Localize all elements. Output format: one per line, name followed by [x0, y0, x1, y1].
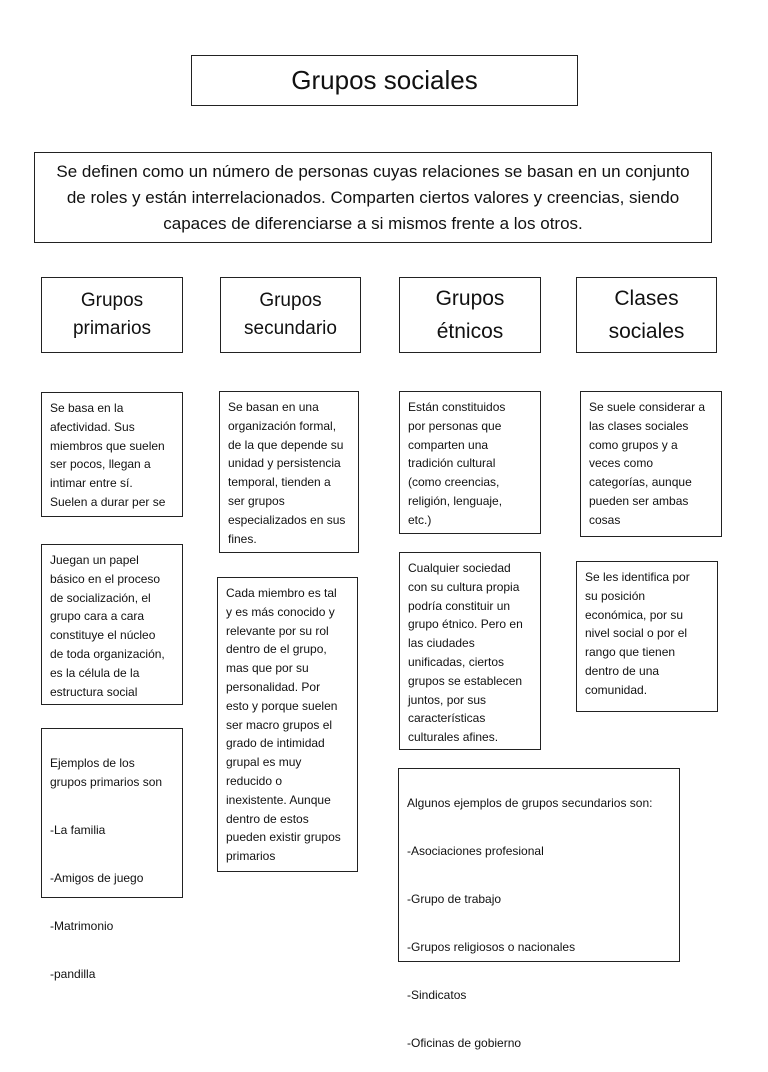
note-etnicos-1: Están constituidos por personas que comparten una tradición cultural (como creencias, religión, lenguaje, etc.)	[399, 391, 541, 534]
note-primarios-2: Juegan un papel básico en el proceso de socialización, el grupo cara a cara constituye el núcleo de toda organización, es la célula de la estructura social	[41, 544, 183, 705]
examples-intro: Ejemplos de los grupos primarios son	[50, 755, 163, 789]
list-item: -Grupo de trabajo	[407, 891, 502, 906]
definition-box	[34, 152, 712, 243]
heading-text: Grupos primarios	[72, 290, 152, 339]
definition-text: Se definen como un número de personas cuyas relaciones se basan en un conjunto de roles y están interrelacionados. Comparten ciertos valores y creencias, siendo capaces de diferenciarse a si mismos frente a los otros.	[56, 161, 690, 233]
list-item: -Amigos de juego	[50, 870, 144, 885]
list-item: -pandilla	[50, 966, 96, 981]
note-secundario-2: Cada miembro es tal y es más conocido y relevante por su rol dentro de el grupo, mas que por su personalidad. Por esto y porque suelen ser macro grupos el grado de intimidad grupal es muy reducido o inexistente. Aunque dentro de estos pueden existir grupos primarios	[217, 577, 358, 872]
title-text: Grupos sociales	[291, 65, 478, 95]
note-secundario-1: Se basan en una organización formal, de la que depende su unidad y persistencia temporal, tienden a ser grupos especializados en sus fines.	[219, 391, 359, 553]
note-primarios-1: Se basa en la afectividad. Sus miembros que suelen ser pocos, llegan a intimar entre sí. Suelen a durar per se	[41, 392, 183, 517]
list-item: -Sindicatos	[407, 988, 467, 1003]
list-item: -Matrimonio	[50, 918, 114, 933]
examples-primarios	[41, 728, 183, 981]
note-clases-2: Se les identifica por su posición económica, por su nivel social o por el rango que tienen dentro de una comunidad.	[576, 561, 718, 712]
heading-text: Grupos secundario	[244, 290, 337, 339]
note-clases-1: Se suele considerar a las clases sociales como grupos y a veces como categorías, aunque pueden ser ambas cosas	[580, 391, 722, 537]
heading-grupos-primarios	[41, 277, 183, 353]
heading-grupos-secundario	[220, 277, 361, 353]
heading-text: Clases sociales	[608, 287, 685, 343]
examples-intro: Algunos ejemplos de grupos secundarios son:	[407, 795, 653, 810]
examples-secundarios	[398, 768, 680, 1051]
heading-text: Grupos étnicos	[435, 287, 505, 343]
list-item: -Grupos religiosos o nacionales	[407, 940, 576, 955]
list-item: -Asociaciones profesional	[407, 843, 544, 858]
list-item: -La familia	[50, 822, 106, 837]
list-item: -Oficinas de gobierno	[407, 1036, 522, 1051]
heading-clases-sociales	[576, 277, 717, 353]
diagram-title	[191, 55, 578, 106]
note-etnicos-2: Cualquier sociedad con su cultura propia podría constituir un grupo étnico. Pero en las ciudades unificadas, ciertos grupos se establecen juntos, por sus características culturales afines.	[399, 552, 541, 750]
heading-grupos-etnicos	[399, 277, 541, 353]
